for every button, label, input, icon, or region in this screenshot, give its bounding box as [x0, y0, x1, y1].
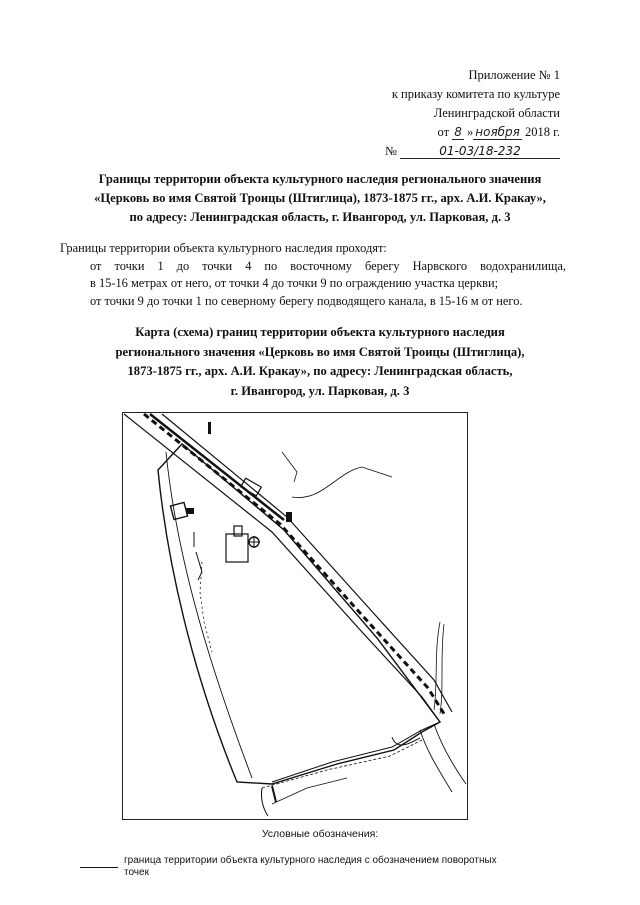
description-line3: от точки 9 до точки 1 по северному берегу подводящего канала, в 15-16 м от него. [90, 293, 523, 308]
boundary-description [60, 240, 566, 310]
title-line1: Границы территории объекта культурного наследия регионального значения [98, 172, 542, 186]
legend-item-text: граница территории объекта культурного наследия с обозначением поворотных точек [124, 855, 497, 878]
title-line3: по адресу: Ленинградская область, г. Ивангород, ул. Парковая, д. 3 [129, 210, 511, 224]
boundary-map [122, 412, 468, 820]
appendix-title: Приложение № 1 [468, 68, 560, 82]
description-lead: Границы территории объекта культурного наследия проходят: [60, 241, 387, 255]
north-marker [208, 422, 211, 434]
map-title-line4: г. Ивангород, ул. Парковая, д. 3 [230, 383, 410, 398]
building-annex [186, 508, 194, 514]
description-line2: в 15-16 метрах от него, от точки 4 до точки 9 по ограждению участка церкви; [90, 276, 499, 290]
appendix-line2: Ленинградской области [433, 106, 560, 120]
boundary-map-drawing [122, 412, 468, 820]
date-prefix: от [437, 125, 450, 139]
date-day: 8 [454, 125, 462, 139]
date-year: 2018 г. [525, 125, 560, 139]
marker-post [286, 512, 292, 522]
appendix-header [385, 66, 560, 161]
date-month: ноября [475, 125, 520, 139]
map-title-line1: Карта (схема) границ территории объекта культурного наследия [135, 325, 505, 339]
map-title-line3: 1873-1875 гг., арх. А.И. Кракау», по адресу: Ленинградская область, [127, 364, 513, 378]
number-prefix: № [384, 144, 397, 158]
document-title [40, 170, 600, 227]
number-value: 01-03/18-232 [400, 144, 560, 159]
legend-title: Условные обозначения: [261, 828, 379, 840]
title-line2: «Церковь во имя Святой Троицы (Штиглица), 1873-1875 гг., арх. А.И. Кракау», [94, 191, 546, 205]
appendix-number [385, 142, 560, 161]
appendix-date: от 8 » ноября 2018 г. [437, 125, 560, 139]
map-border [123, 413, 468, 820]
map-title-line2: регионального значения «Церковь во имя Святой Троицы (Штиглица), [115, 344, 525, 359]
legend-line-symbol [80, 867, 118, 868]
legend-item [76, 855, 576, 895]
appendix-line1: к приказу комитета по культуре [391, 87, 560, 101]
description-line1: от точки 1 до точки 4 по восточному берегу Нарвского водохранилища, [90, 258, 566, 273]
map-title [60, 323, 580, 401]
